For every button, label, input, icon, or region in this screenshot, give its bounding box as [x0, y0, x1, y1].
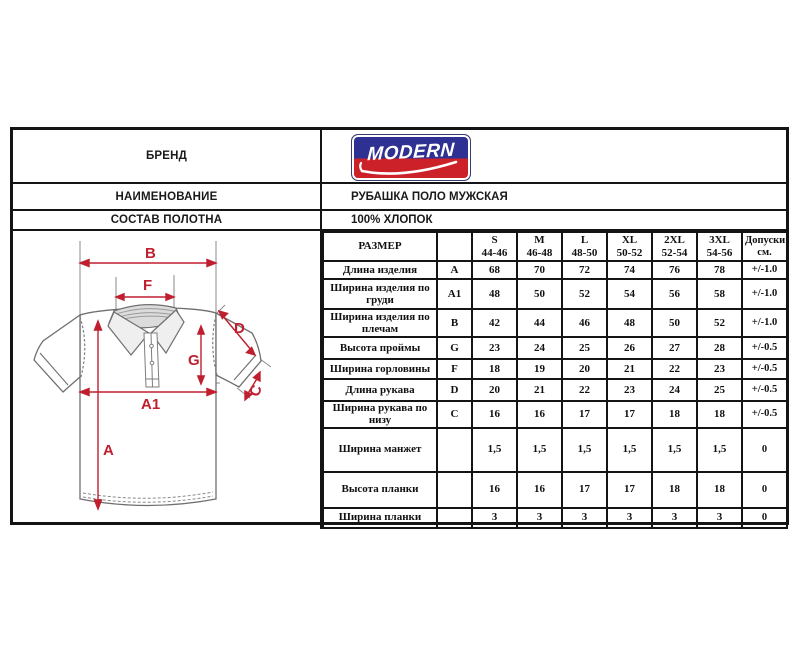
size-table-row [323, 401, 787, 428]
measure-label: Длина изделия [323, 261, 437, 279]
measure-value: 25 [562, 337, 607, 359]
measure-label: Ширина изделия по груди [323, 279, 437, 309]
measure-value: 74 [607, 261, 652, 279]
measure-label: Ширина изделия по плечам [323, 309, 437, 337]
measure-value: 28 [697, 337, 742, 359]
measure-value: 70 [517, 261, 562, 279]
size-table-row [323, 337, 787, 359]
measure-label: Ширина планки [323, 508, 437, 528]
spec-sheet-frame [10, 127, 789, 525]
measure-letter: A [437, 261, 472, 279]
measure-value: 24 [517, 337, 562, 359]
measure-value: 16 [472, 472, 517, 508]
measure-value: 1,5 [607, 428, 652, 472]
size-col-range: 48-50 [571, 246, 598, 259]
tolerance-header-cell [742, 232, 787, 261]
measure-tolerance: +/-1.0 [742, 279, 787, 309]
measure-value: 18 [697, 401, 742, 428]
size-table [322, 231, 788, 529]
measure-label: Ширина манжет [323, 428, 437, 472]
size-col-range: 50-52 [616, 246, 643, 259]
measure-value: 76 [652, 261, 697, 279]
measure-letter: C [437, 401, 472, 428]
logo-text: MODERN [366, 139, 456, 166]
measure-tolerance: 0 [742, 428, 787, 472]
size-col-size: XL [621, 234, 638, 247]
measure-value: 1,5 [697, 428, 742, 472]
measure-value: 18 [652, 472, 697, 508]
measure-value: 1,5 [652, 428, 697, 472]
measure-value: 21 [517, 379, 562, 401]
measure-tolerance: +/-0.5 [742, 401, 787, 428]
name-value: РУБАШКА ПОЛО МУЖСКАЯ [351, 190, 508, 203]
dim-label-b: B [145, 245, 156, 262]
measure-value: 58 [697, 279, 742, 309]
measure-label: Высота проймы [323, 337, 437, 359]
measure-value: 24 [652, 379, 697, 401]
brand-logo-cell [322, 130, 788, 184]
measure-label: Ширина рукава по низу [323, 401, 437, 428]
size-col-size: 2XL [664, 234, 685, 247]
measure-value: 23 [607, 379, 652, 401]
size-table-body [323, 261, 787, 528]
size-table-header-row [323, 232, 787, 261]
size-col-range: 46-48 [526, 246, 553, 259]
measure-value: 26 [607, 337, 652, 359]
size-col-range: 44-46 [481, 246, 508, 259]
measure-value: 3 [697, 508, 742, 528]
measure-letter [437, 472, 472, 508]
measure-value: 3 [562, 508, 607, 528]
measure-value: 17 [562, 401, 607, 428]
measure-value: 48 [607, 309, 652, 337]
measure-value: 44 [517, 309, 562, 337]
size-table-row [323, 261, 787, 279]
measure-value: 23 [697, 359, 742, 379]
measure-value: 20 [562, 359, 607, 379]
measure-value: 27 [652, 337, 697, 359]
measure-value: 17 [562, 472, 607, 508]
measure-value: 42 [472, 309, 517, 337]
measure-value: 3 [472, 508, 517, 528]
letter-header-cell [437, 232, 472, 261]
measure-letter: A1 [437, 279, 472, 309]
tolerance-header-line: Допуски [745, 234, 786, 246]
size-col-range: 52-54 [661, 246, 688, 259]
measure-value: 3 [652, 508, 697, 528]
measure-value: 1,5 [517, 428, 562, 472]
measure-value: 22 [562, 379, 607, 401]
measure-value: 68 [472, 261, 517, 279]
size-col-size: M [534, 234, 545, 247]
measure-value: 52 [697, 309, 742, 337]
measure-value: 17 [607, 401, 652, 428]
measure-value: 72 [562, 261, 607, 279]
size-table-row [323, 472, 787, 508]
measure-value: 18 [697, 472, 742, 508]
measure-value: 16 [517, 472, 562, 508]
size-col-header [472, 232, 517, 261]
name-label: НАИМЕНОВАНИЕ [115, 190, 218, 203]
size-table-row [323, 428, 787, 472]
measure-tolerance: +/-1.0 [742, 309, 787, 337]
size-col-header [652, 232, 697, 261]
measure-value: 50 [517, 279, 562, 309]
button [150, 361, 154, 365]
measure-value: 18 [472, 359, 517, 379]
measure-value: 1,5 [472, 428, 517, 472]
measure-value: 3 [607, 508, 652, 528]
modern-logo [351, 134, 471, 181]
size-table-row [323, 359, 787, 379]
name-label-cell [13, 184, 322, 211]
fabric-value-cell [322, 211, 788, 231]
measure-letter: G [437, 337, 472, 359]
brand-label-cell [13, 130, 322, 184]
measure-tolerance: +/-1.0 [742, 261, 787, 279]
size-col-header [562, 232, 607, 261]
logo-swoosh-icon [352, 135, 470, 180]
measure-value: 56 [652, 279, 697, 309]
size-col-size: 3XL [709, 234, 730, 247]
dim-label-f: F [143, 277, 153, 294]
measure-label: Длина рукава [323, 379, 437, 401]
size-table-row [323, 309, 787, 337]
size-table-cell [322, 231, 788, 529]
fabric-label-cell [13, 211, 322, 231]
brand-label: БРЕНД [145, 150, 188, 162]
measure-letter [437, 508, 472, 528]
fabric-label: СОСТАВ ПОЛОТНА [110, 214, 223, 226]
measure-value: 16 [472, 401, 517, 428]
size-table-head [323, 232, 787, 261]
measure-value: 18 [652, 401, 697, 428]
dim-label-c: C [246, 382, 266, 399]
button [150, 344, 154, 348]
measure-label: Ширина горловины [323, 359, 437, 379]
measure-letter: B [437, 309, 472, 337]
measure-value: 16 [517, 401, 562, 428]
measure-tolerance: +/-0.5 [742, 359, 787, 379]
dim-label-d: D [234, 320, 245, 337]
dim-label-a1: A1 [141, 396, 161, 413]
measure-value: 19 [517, 359, 562, 379]
measure-value: 3 [517, 508, 562, 528]
polo-shirt-diagram [13, 231, 320, 521]
measure-letter: D [437, 379, 472, 401]
size-col-header [517, 232, 562, 261]
measure-value: 23 [472, 337, 517, 359]
size-table-row [323, 508, 787, 528]
size-col-size: S [491, 234, 498, 247]
measure-value: 50 [652, 309, 697, 337]
size-col-header [607, 232, 652, 261]
measure-tolerance: 0 [742, 472, 787, 508]
size-table-row [323, 279, 787, 309]
size-col-header [697, 232, 742, 261]
placket [144, 333, 159, 387]
measure-letter: F [437, 359, 472, 379]
measure-value: 1,5 [562, 428, 607, 472]
measure-value: 78 [697, 261, 742, 279]
measure-tolerance: +/-0.5 [742, 379, 787, 401]
measure-value: 48 [472, 279, 517, 309]
measure-value: 22 [652, 359, 697, 379]
measure-tolerance: +/-0.5 [742, 337, 787, 359]
diagram-cell [13, 231, 322, 529]
measure-value: 46 [562, 309, 607, 337]
name-value-cell [322, 184, 788, 211]
measure-letter [437, 428, 472, 472]
measure-value: 52 [562, 279, 607, 309]
measure-label: Высота планки [323, 472, 437, 508]
size-table-row [323, 379, 787, 401]
measure-value: 17 [607, 472, 652, 508]
dim-label-a: A [103, 442, 114, 459]
size-col-range: 54-56 [706, 246, 733, 259]
measure-value: 20 [472, 379, 517, 401]
size-col-size: L [580, 234, 589, 247]
tolerance-header-line: см. [757, 246, 772, 258]
size-header-cell: РАЗМЕР [323, 232, 437, 261]
measure-value: 54 [607, 279, 652, 309]
measure-tolerance: 0 [742, 508, 787, 528]
dim-label-g: G [188, 352, 200, 369]
measure-value: 21 [607, 359, 652, 379]
fabric-value: 100% ХЛОПОК [351, 214, 433, 226]
measure-value: 25 [697, 379, 742, 401]
